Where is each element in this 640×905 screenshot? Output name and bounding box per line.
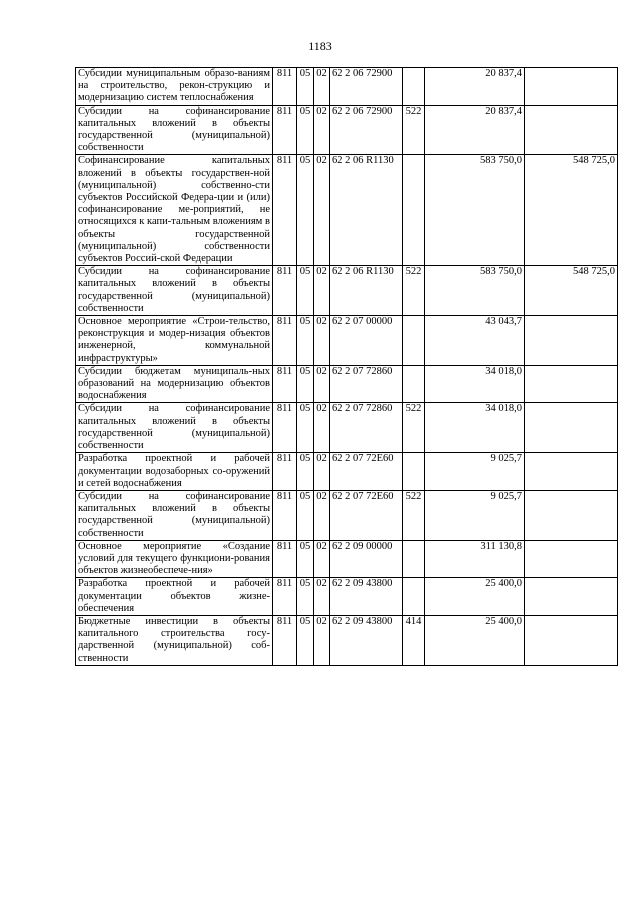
row-sum-2 [525,316,618,366]
row-subsection-code: 02 [314,266,330,316]
row-target-code: 62 2 07 72E60 [330,453,403,491]
row-expense-type: 522 [403,266,425,316]
table-row [76,155,618,266]
table-row [76,453,618,491]
row-subsection-code: 02 [314,540,330,578]
row-name: Субсидии на софинансирование капитальных вложений в объекты государственной (муниципальной) собственности [76,490,273,540]
table-row [76,615,618,665]
row-sum-2 [525,578,618,616]
row-section-code: 05 [297,155,314,266]
table-row [76,403,618,453]
row-section-code: 05 [297,615,314,665]
row-subsection-code: 02 [314,453,330,491]
row-sum-1: 25 400,0 [425,578,525,616]
row-name: Софинансирование капитальных вложений в объекты государствен-ной (муниципальной) собственно-сти субъектов Российской Федера-ции и (или) софинансирование ме-роприятий, не относящихся к капи-тальным вложениям в объекты государственной (муниципальной) собственности субъектов Россий-ской Федерации [76,155,273,266]
row-admin-code: 811 [273,615,297,665]
table-row [76,266,618,316]
row-admin-code: 811 [273,540,297,578]
row-section-code: 05 [297,68,314,106]
row-section-code: 05 [297,316,314,366]
row-name: Субсидии муниципальным образо-ваниям на строительство, рекон-струкцию и модернизацию систем теплоснабжения [76,68,273,106]
row-name: Разработка проектной и рабочей документации объектов жизне-обеспечения [76,578,273,616]
row-admin-code: 811 [273,403,297,453]
table-row [76,540,618,578]
row-target-code: 62 2 09 00000 [330,540,403,578]
row-sum-1: 43 043,7 [425,316,525,366]
row-sum-2: 548 725,0 [525,266,618,316]
row-target-code: 62 2 07 72860 [330,403,403,453]
row-expense-type: 522 [403,403,425,453]
table-row [76,316,618,366]
row-admin-code: 811 [273,68,297,106]
row-sum-1: 25 400,0 [425,615,525,665]
row-sum-1: 583 750,0 [425,155,525,266]
row-section-code: 05 [297,365,314,403]
row-admin-code: 811 [273,490,297,540]
row-section-code: 05 [297,403,314,453]
row-expense-type [403,316,425,366]
row-admin-code: 811 [273,316,297,366]
row-expense-type: 522 [403,490,425,540]
row-target-code: 62 2 06 R1130 [330,266,403,316]
row-name: Основное мероприятие «Создание условий для текущего функциони-рования объектов жизнеобеспече-ния» [76,540,273,578]
row-sum-1: 34 018,0 [425,365,525,403]
row-section-code: 05 [297,266,314,316]
row-sum-2 [525,453,618,491]
row-expense-type [403,578,425,616]
row-name: Бюджетные инвестиции в объекты капитального строительства госу-дарственной (муниципальной) соб-ственности [76,615,273,665]
row-sum-1: 9 025,7 [425,490,525,540]
row-admin-code: 811 [273,105,297,155]
row-expense-type [403,155,425,266]
row-expense-type: 414 [403,615,425,665]
row-name: Основное мероприятие «Строи-тельство, реконструкция и модер-низация объектов инженерной, коммунальной инфраструктуры» [76,316,273,366]
row-subsection-code: 02 [314,403,330,453]
row-subsection-code: 02 [314,615,330,665]
row-name: Субсидии бюджетам муниципаль-ных образований на модернизацию объектов водоснабжения [76,365,273,403]
row-sum-2 [525,105,618,155]
row-sum-1: 34 018,0 [425,403,525,453]
row-expense-type [403,540,425,578]
row-subsection-code: 02 [314,365,330,403]
row-expense-type [403,453,425,491]
table-row [76,578,618,616]
row-sum-1: 583 750,0 [425,266,525,316]
row-admin-code: 811 [273,365,297,403]
row-subsection-code: 02 [314,68,330,106]
row-target-code: 62 2 06 R1130 [330,155,403,266]
row-section-code: 05 [297,105,314,155]
row-expense-type [403,365,425,403]
row-sum-1: 311 130,8 [425,540,525,578]
row-name: Субсидии на софинансирование капитальных вложений в объекты государственной (муниципальной) собственности [76,105,273,155]
row-target-code: 62 2 06 72900 [330,105,403,155]
row-section-code: 05 [297,453,314,491]
row-subsection-code: 02 [314,105,330,155]
row-subsection-code: 02 [314,578,330,616]
table-row [76,490,618,540]
row-sum-2 [525,365,618,403]
row-sum-1: 20 837,4 [425,105,525,155]
row-expense-type: 522 [403,105,425,155]
row-admin-code: 811 [273,578,297,616]
row-sum-2 [525,403,618,453]
row-name: Разработка проектной и рабочей документации водозаборных со-оружений и сетей водоснабжения [76,453,273,491]
row-sum-1: 9 025,7 [425,453,525,491]
row-target-code: 62 2 09 43800 [330,578,403,616]
row-sum-2 [525,68,618,106]
row-section-code: 05 [297,490,314,540]
row-target-code: 62 2 07 72860 [330,365,403,403]
row-admin-code: 811 [273,266,297,316]
table-row [76,105,618,155]
row-sum-2: 548 725,0 [525,155,618,266]
row-section-code: 05 [297,578,314,616]
row-sum-1: 20 837,4 [425,68,525,106]
row-sum-2 [525,540,618,578]
row-target-code: 62 2 07 00000 [330,316,403,366]
row-subsection-code: 02 [314,316,330,366]
row-subsection-code: 02 [314,490,330,540]
page-number: 1183 [308,39,332,53]
row-subsection-code: 02 [314,155,330,266]
row-name: Субсидии на софинансирование капитальных вложений в объекты государственной (муниципальной) собственности [76,266,273,316]
row-target-code: 62 2 06 72900 [330,68,403,106]
row-sum-2 [525,615,618,665]
budget-table [75,67,618,666]
row-target-code: 62 2 09 43800 [330,615,403,665]
row-sum-2 [525,490,618,540]
table-row [76,365,618,403]
row-section-code: 05 [297,540,314,578]
row-admin-code: 811 [273,453,297,491]
row-name: Субсидии на софинансирование капитальных вложений в объекты государственной (муниципальной) собственности [76,403,273,453]
table-row [76,68,618,106]
row-admin-code: 811 [273,155,297,266]
row-expense-type [403,68,425,106]
row-target-code: 62 2 07 72E60 [330,490,403,540]
